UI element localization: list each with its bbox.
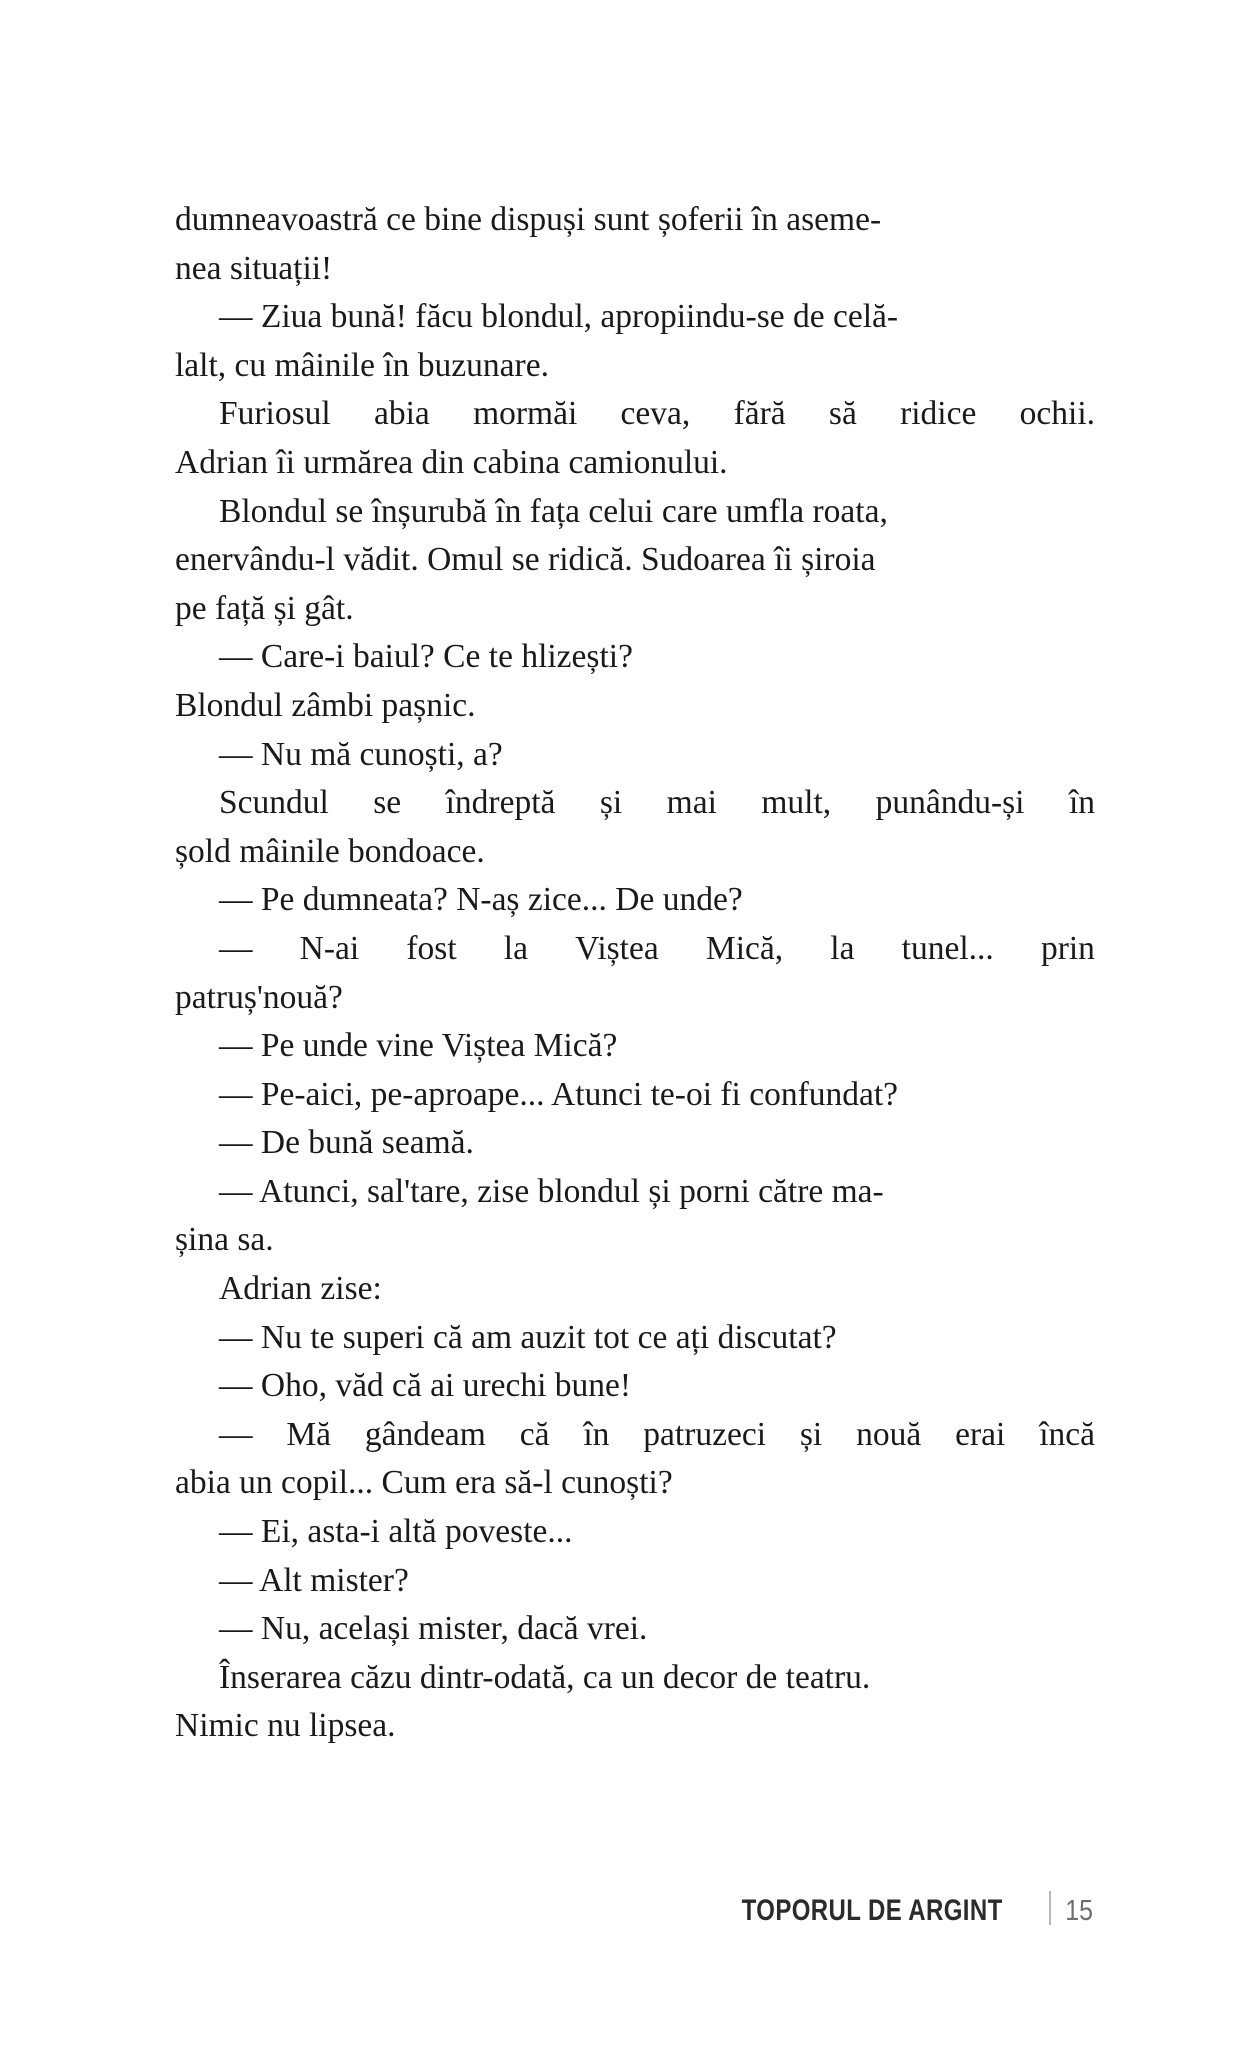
text-line: Adrian îi urmărea din cabina camionului. — [175, 443, 728, 481]
text-line: Blondul se înșurubă în fața celui care umfla roata, — [219, 492, 888, 530]
text-line: enervându-l vădit. Omul se ridică. Sudoarea îi șiroia — [175, 541, 876, 579]
text-line — [175, 925, 1095, 974]
text-word: încă — [1039, 1415, 1095, 1453]
text-line: — Nu te superi că am auzit tot ce ați discutat? — [219, 1318, 837, 1356]
text-word: îndreptă — [445, 784, 556, 822]
text-word: abia — [373, 395, 430, 433]
text-word: să — [828, 395, 857, 433]
text-word: și — [599, 784, 623, 822]
text-word: la — [503, 929, 528, 967]
text-word: erai — [955, 1415, 1006, 1453]
text-line: Nimic nu lipsea. — [175, 1707, 396, 1745]
text-word: mai — [666, 784, 717, 822]
text-line: — Pe dumneata? N-aș zice... De unde? — [219, 881, 743, 919]
text-word: — — [219, 1415, 253, 1453]
text-line: — Oho, văd că ai urechi bune! — [219, 1367, 632, 1405]
text-word: prin — [1040, 929, 1095, 967]
text-line — [175, 779, 1095, 828]
text-line: — Ei, asta-i altă poveste... — [219, 1513, 573, 1551]
page-body-text — [175, 196, 1095, 1751]
text-line: — Pe-aici, pe-aproape... Atunci te-oi fi confundat? — [219, 1075, 899, 1113]
text-line — [175, 390, 1095, 439]
text-word: patruzeci — [643, 1415, 767, 1453]
text-word: se — [373, 784, 402, 822]
text-word: ceva, — [620, 395, 691, 433]
text-word: N-ai — [299, 929, 360, 967]
text-word: Furiosul — [219, 395, 331, 433]
text-word: Scundul — [219, 784, 329, 822]
text-line: — Nu, același mister, dacă vrei. — [219, 1610, 648, 1648]
text-word: fost — [406, 929, 457, 967]
footer-divider — [1049, 1891, 1051, 1925]
text-line: — Care-i baiul? Ce te hlizești? — [219, 638, 633, 676]
text-word: gândeam — [364, 1415, 486, 1453]
text-line: — Atunci, sal'tare, zise blondul și porni către ma- — [219, 1172, 884, 1210]
text-line: — Pe unde vine Viștea Mică? — [219, 1027, 618, 1065]
text-word: ridice — [900, 395, 977, 433]
text-word: Mică, — [705, 929, 784, 967]
text-line — [175, 1411, 1095, 1460]
text-word: în — [583, 1415, 610, 1453]
text-line: șina sa. — [175, 1221, 274, 1259]
text-line: — Alt mister? — [219, 1561, 409, 1599]
text-word: și — [799, 1415, 823, 1453]
text-word: nouă — [856, 1415, 922, 1453]
text-word: punându-și — [875, 784, 1025, 822]
text-line: șold mâinile bondoace. — [175, 832, 485, 870]
text-word: — — [219, 929, 253, 967]
text-word: că — [519, 1415, 550, 1453]
text-word: ochii. — [1019, 395, 1095, 433]
text-word: tunel... — [901, 929, 994, 967]
text-word: Viștea — [575, 929, 659, 967]
text-line: Înserarea căzu dintr-odată, ca un decor de teatru. — [219, 1658, 871, 1696]
page-number: 15 — [1064, 1895, 1093, 1927]
text-word: Mă — [286, 1415, 332, 1453]
text-line: pe față și gât. — [175, 589, 354, 627]
text-word: mormăi — [473, 395, 578, 433]
text-line: nea situații! — [175, 249, 333, 287]
text-word: în — [1068, 784, 1095, 822]
text-line: Blondul zâmbi pașnic. — [175, 686, 476, 724]
text-word: fără — [733, 395, 786, 433]
running-title: TOPORUL DE ARGINT — [741, 1894, 1003, 1927]
page-footer — [0, 1886, 1095, 1928]
text-word: mult, — [761, 784, 832, 822]
text-line: — De bună seamă. — [219, 1124, 474, 1162]
text-line: lalt, cu mâinile în buzunare. — [175, 346, 549, 384]
text-line: abia un copil... Cum era să-l cunoști? — [175, 1464, 673, 1502]
text-line: patruș'nouă? — [175, 978, 343, 1016]
text-line: — Nu mă cunoști, a? — [219, 735, 503, 773]
text-line: — Ziua bună! făcu blondul, apropiindu-se de celă- — [219, 298, 899, 336]
text-line: dumneavoastră ce bine dispuși sunt șoferii în aseme- — [175, 201, 882, 238]
text-word: la — [830, 929, 855, 967]
text-line: Adrian zise: — [219, 1270, 382, 1308]
